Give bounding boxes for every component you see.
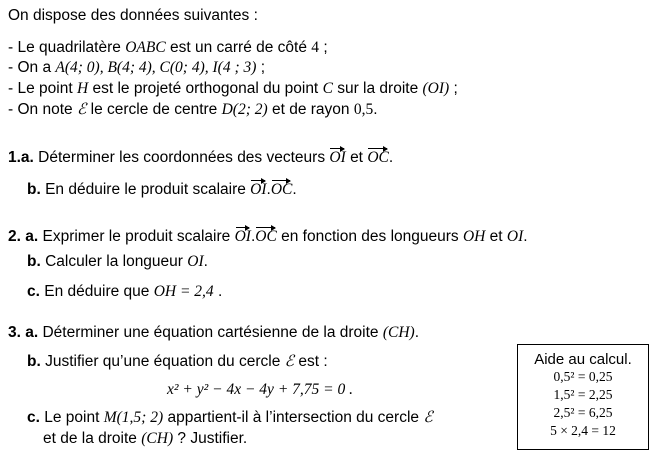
dot-product-sign: .: [266, 181, 271, 198]
question-3a-text: Déterminer une équation cartésienne de la droite: [42, 324, 379, 341]
circle-equation: x² + y² − 4x − 4y + 7,75 = 0 .: [167, 381, 353, 398]
given-projection-desc2: sur la droite: [337, 80, 419, 97]
question-3a-number: 3. a.: [8, 324, 39, 341]
question-1a-end: .: [388, 149, 394, 166]
question-3c-line2-end: ? Justifier.: [177, 430, 248, 447]
given-circle: [8, 101, 378, 119]
question-2a-text2: en fonction des longueurs: [281, 228, 459, 245]
point-c: C: [322, 80, 333, 97]
vector-oc: OC: [271, 178, 293, 199]
vector-oc: OC: [367, 146, 389, 167]
question-3c-line2: et de la droite: [43, 430, 137, 447]
question-2a-end: .: [523, 228, 528, 245]
question-3b-text: Justifier qu’une équation du cercle: [45, 353, 281, 370]
question-2c: [27, 283, 222, 301]
calculation-help-row: 0,5² = 0,25: [553, 369, 613, 384]
question-1b-number: b.: [27, 181, 41, 198]
point-h: H: [76, 80, 89, 97]
question-2b-end: .: [203, 253, 208, 270]
vector-oi: OI: [250, 178, 266, 199]
question-2c-number: c.: [27, 283, 40, 300]
question-3c-number: c.: [27, 409, 40, 426]
given-circle-desc: le cercle de centre: [90, 101, 218, 118]
given-projection-label: - Le point: [8, 80, 73, 97]
calculation-help-box: [517, 344, 649, 450]
question-2a-text: Exprimer le produit scalaire: [42, 228, 231, 245]
given-square: [8, 39, 328, 57]
length-oi: OI: [187, 253, 204, 270]
calculation-help-title: Aide au calcul.: [534, 351, 632, 368]
intro-text: On dispose des données suivantes :: [8, 7, 258, 24]
given-circle-desc2: et de rayon: [271, 101, 350, 118]
question-2b: [27, 253, 208, 271]
circle-symbol: ℰ: [76, 101, 87, 118]
question-3b-text2: est :: [298, 353, 328, 370]
question-1a: [8, 146, 393, 167]
question-1b-text: En déduire le produit scalaire: [45, 181, 246, 198]
side-length: 4: [311, 39, 320, 56]
question-3c: [27, 409, 433, 427]
question-1a-and: et: [350, 149, 363, 166]
question-3c-text2: appartient-il à l’intersection du cercle: [167, 409, 420, 426]
question-2a-number: 2. a.: [8, 228, 39, 245]
given-circle-end: .: [373, 101, 378, 118]
question-1a-text: Déterminer les coordonnées des vecteurs: [38, 149, 326, 166]
vector-oc: OC: [255, 225, 277, 246]
question-2c-text: En déduire que: [44, 283, 150, 300]
given-square-label: - Le quadrilatère: [8, 39, 121, 56]
question-2b-number: b.: [27, 253, 41, 270]
question-3b-number: b.: [27, 353, 41, 370]
question-3a: [8, 324, 419, 342]
question-1b-end: .: [292, 181, 297, 198]
question-3c-continued: [43, 430, 247, 448]
question-2a: [8, 225, 528, 246]
given-points: [8, 59, 265, 77]
oh-value: OH = 2,4: [153, 283, 214, 300]
line-oi: (OI): [422, 80, 450, 97]
question-1b: [27, 178, 297, 199]
circle-symbol: ℰ: [423, 409, 433, 426]
question-3a-end: .: [414, 324, 420, 341]
vector-oi: OI: [329, 146, 345, 167]
given-projection-end: ;: [453, 80, 458, 97]
dot-product-sign: .: [250, 228, 256, 245]
given-circle-label: - On note: [8, 101, 73, 118]
given-projection: [8, 80, 458, 98]
vector-oi: OI: [235, 225, 251, 246]
given-points-end: ;: [260, 59, 266, 76]
given-square-desc: est un carré de côté: [169, 39, 307, 56]
question-3b: [27, 353, 328, 371]
calculation-help-row: 1,5² = 2,25: [553, 387, 613, 402]
point-m: M(1,5; 2): [103, 409, 164, 426]
square-name: OABC: [125, 39, 166, 56]
circle-radius: 0,5: [353, 101, 374, 118]
line-ch: (CH): [141, 430, 174, 447]
calculation-help-row: 5 × 2,4 = 12: [550, 423, 616, 438]
length-oh: OH: [462, 228, 486, 245]
question-2a-and: et: [489, 228, 503, 245]
question-1a-number: 1.a.: [8, 149, 34, 166]
length-oi: OI: [506, 228, 524, 245]
given-points-label: - On a: [8, 59, 52, 76]
question-2c-end: .: [218, 283, 223, 300]
circle-center: D(2; 2): [221, 101, 268, 118]
question-3c-text: Le point: [44, 409, 100, 426]
calculation-help-row: 2,5² = 6,25: [553, 405, 613, 420]
circle-symbol: ℰ: [284, 353, 295, 370]
question-2b-text: Calculer la longueur: [45, 253, 183, 270]
points-coordinates: A(4; 0), B(4; 4), C(0; 4), I(4 ; 3): [55, 59, 257, 76]
line-ch: (CH): [382, 324, 415, 341]
given-square-end: ;: [323, 39, 328, 56]
given-projection-desc: est le projeté orthogonal du point: [92, 80, 319, 97]
